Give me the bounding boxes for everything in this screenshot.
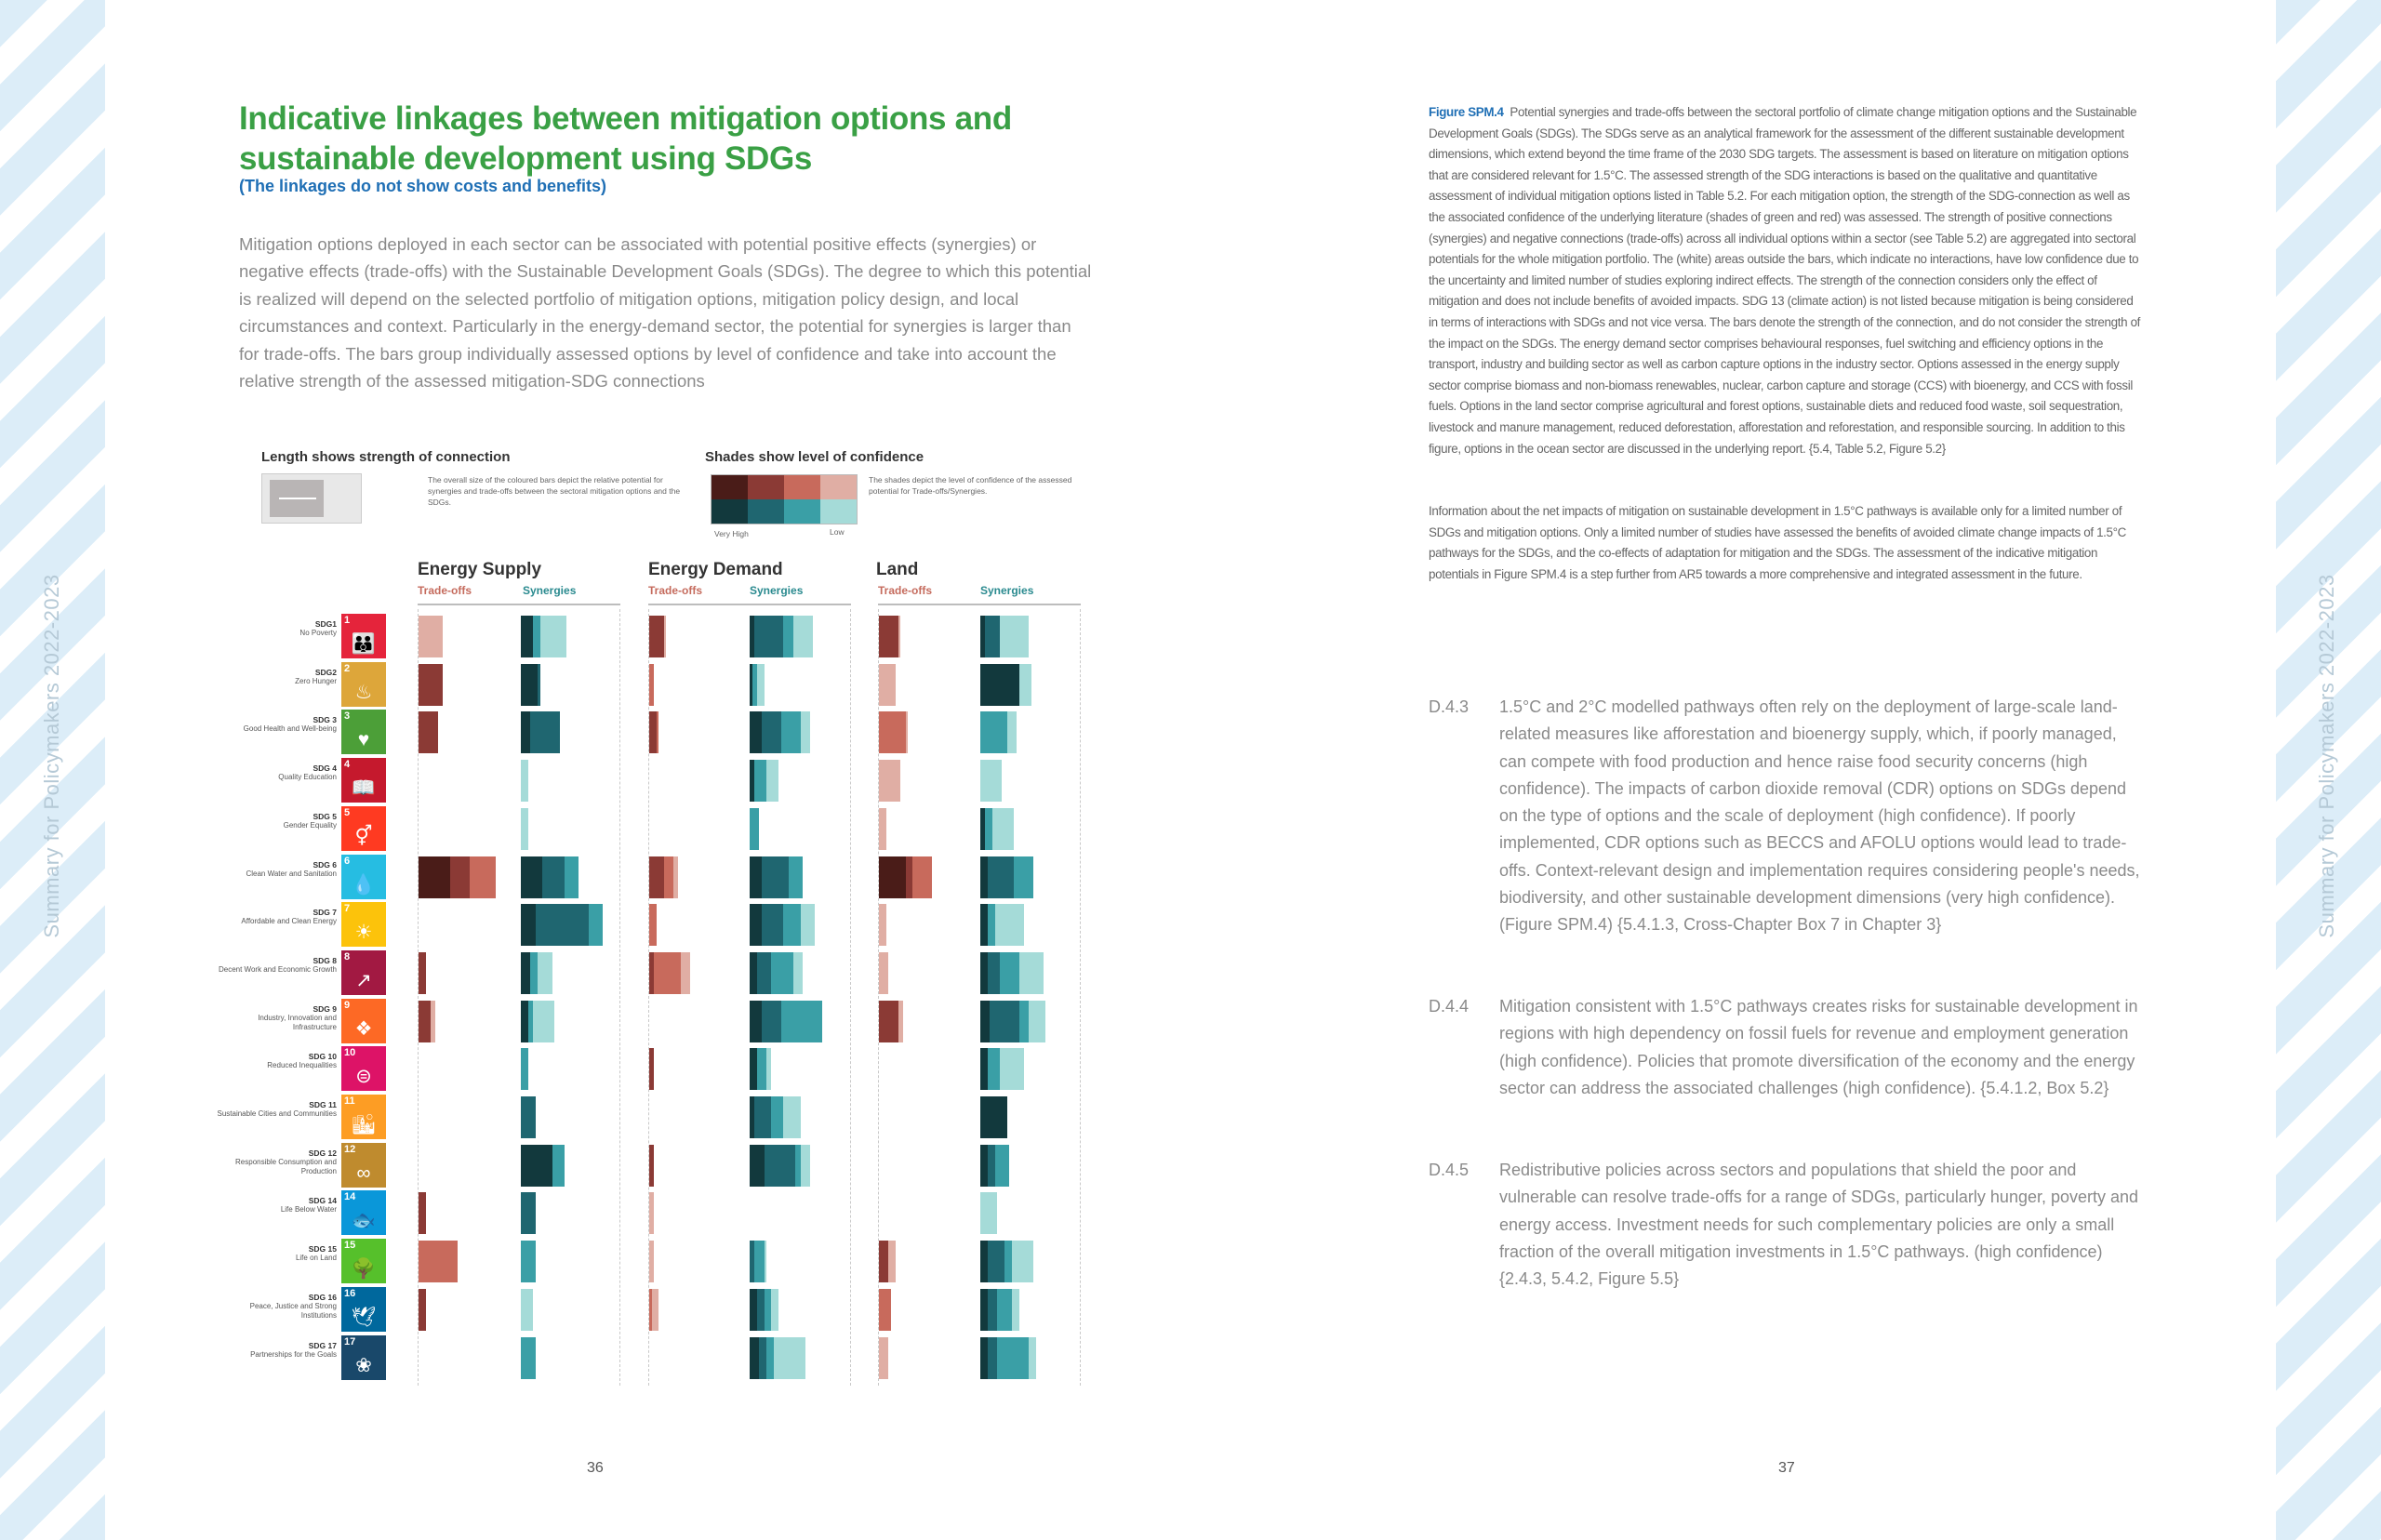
synergy-bar (1019, 952, 1044, 994)
synergy-bar (783, 904, 800, 946)
tradeoff-bar (419, 952, 426, 994)
growth-icon: 8 ↗ (341, 950, 386, 995)
tradeoff-shade-swatch (820, 475, 857, 499)
synergy-bar (750, 904, 762, 946)
synergy-bar (766, 1337, 774, 1379)
synergy-bar (801, 711, 810, 753)
synergy-bar (988, 1289, 997, 1331)
synergy-bar (530, 952, 538, 994)
divider-line-2 (850, 609, 851, 1386)
synergies-label-land: Synergies (980, 584, 1034, 597)
synergy-bar (988, 856, 1015, 898)
synergy-bar (536, 904, 589, 946)
tradeoff-bar (649, 1241, 654, 1282)
sdg-label: SDG 9 Industry, Innovation and Infrastructure (258, 1003, 337, 1031)
sdg-label: SDG 10 Reduced Inequalities (267, 1052, 337, 1070)
synergy-bar (757, 1289, 765, 1331)
synergy-bar (765, 1241, 767, 1282)
synergy-bar (766, 760, 778, 802)
synergy-bar (538, 952, 552, 994)
city-icon: 11 🏙 (341, 1095, 386, 1139)
paragraph-d44 (1429, 993, 2145, 1102)
tradeoff-bar (649, 856, 664, 898)
synergy-bar (985, 808, 992, 850)
sdg-label: SDG 14 Life Below Water (280, 1196, 337, 1215)
sdg-label: SDG 7 Affordable and Clean Energy (241, 908, 337, 926)
sdg-label: SDG2 Zero Hunger (295, 667, 337, 685)
tree-icon: 15 🌳 (341, 1239, 386, 1283)
synergy-bar (988, 1241, 1004, 1282)
paragraph-id: D.4.4 (1429, 997, 1470, 1016)
tradeoff-bar (879, 760, 900, 802)
sdg-label: SDG 3 Good Health and Well-being (243, 715, 337, 734)
figure-caption (1429, 102, 2143, 459)
synergy-bar (992, 808, 1014, 850)
tradeoffs-label-energy-supply: Trade-offs (418, 584, 472, 597)
paragraph-d45 (1429, 1157, 2145, 1293)
tradeoff-bar (879, 904, 886, 946)
synergy-bar (1029, 1337, 1036, 1379)
paragraph-d43 (1429, 694, 2145, 939)
tradeoff-shade-swatch (748, 475, 784, 499)
synergy-bar (783, 1096, 800, 1138)
legend-shade-swatches (711, 474, 858, 524)
tradeoff-bar (664, 856, 673, 898)
synergy-bar (750, 952, 757, 994)
flower-icon: 17 ❀ (341, 1335, 386, 1380)
legend-shade-low: Low (830, 527, 845, 537)
tradeoffs-label-land: Trade-offs (878, 584, 933, 597)
tradeoff-bar (431, 1001, 435, 1042)
synergy-bar (521, 808, 528, 850)
synergy-bar (552, 1145, 565, 1187)
synergy-bar (538, 664, 540, 706)
synergy-bar (1000, 1048, 1024, 1090)
synergy-bar (750, 808, 759, 850)
sector-title-land: Land (876, 560, 919, 579)
synergy-bar (542, 856, 564, 898)
infinity-icon: 12 ∞ (341, 1143, 386, 1188)
synergy-bar (1019, 664, 1031, 706)
synergy-bar (521, 1289, 533, 1331)
tradeoff-bar (419, 1241, 458, 1282)
synergy-bar (750, 1145, 765, 1187)
page-title: Indicative linkages between mitigation options and sustainable development using SDGs (239, 100, 1012, 177)
sector-title-energy-demand: Energy Demand (648, 560, 783, 579)
tradeoff-bar (879, 616, 898, 657)
synergy-bar (759, 1337, 766, 1379)
bowl-icon: 2 ♨ (341, 662, 386, 707)
legend-shade-title: Shades show level of confidence (705, 449, 924, 465)
page-number-right: 37 (1778, 1460, 1795, 1476)
synergy-bar (754, 1096, 771, 1138)
synergy-bar (988, 1048, 1000, 1090)
gender-icon: 5 ⚥ (341, 806, 386, 851)
synergies-label-energy-demand: Synergies (750, 584, 804, 597)
synergy-bar (980, 1145, 988, 1187)
tradeoff-bar (649, 711, 657, 753)
synergy-bar (521, 1241, 536, 1282)
synergy-bar (789, 856, 804, 898)
synergy-bar (997, 1337, 1029, 1379)
tradeoff-bar (879, 1289, 891, 1331)
synergy-bar (521, 1001, 528, 1042)
synergy-bar (750, 856, 762, 898)
synergy-bar (781, 1001, 822, 1042)
synergy-bar (980, 1289, 988, 1331)
synergy-bar (757, 952, 772, 994)
synergy-bar (1029, 1001, 1045, 1042)
tradeoff-shade-swatch (784, 475, 820, 499)
tradeoff-bar (649, 1145, 654, 1187)
water-icon: 6 💧 (341, 855, 386, 899)
tradeoff-bar (673, 856, 678, 898)
tradeoff-bar (879, 1337, 888, 1379)
synergy-bar (793, 616, 813, 657)
tradeoff-bar (879, 1001, 898, 1042)
synergy-shade-swatch (820, 499, 857, 524)
tradeoff-bar (888, 1241, 896, 1282)
synergy-bar (793, 952, 803, 994)
tradeoff-bar (419, 711, 438, 753)
tradeoff-bar (649, 1192, 654, 1234)
page-number-left: 36 (587, 1460, 604, 1476)
tradeoff-bar (654, 952, 681, 994)
sdg-label: SDG 5 Gender Equality (283, 811, 337, 830)
tradeoff-bar (906, 711, 909, 753)
synergy-bar (1012, 1241, 1033, 1282)
synergy-bar (762, 904, 783, 946)
synergy-bar (980, 1241, 988, 1282)
synergy-shade-swatch (748, 499, 784, 524)
synergy-bar (762, 1001, 781, 1042)
tradeoff-bar (879, 1241, 888, 1282)
page-subtitle: (The linkages do not show costs and benefits) (239, 177, 607, 195)
sdg-label: SDG 17 Partnerships for the Goals (250, 1340, 337, 1359)
intro-paragraph: Mitigation options deployed in each sector can be associated with potential positive effects (synergies) or negative effects (trade-offs) with the Sustainable Development Goals (SDGs). The degree to which this potential is realized will depend on the selected portfolio of mitigation options, mitigation policy design, and local circumstances and context. Particularly in the energy-demand sector, the potential for synergies is larger than for trade-offs. The bars group individually assessed options by level of confidence and take into account the relative strength of the assessed mitigation-SDG connections (239, 234, 1092, 392)
synergy-bar (771, 952, 792, 994)
synergy-shade-swatch (712, 499, 748, 524)
synergy-bar (980, 1192, 997, 1234)
synergy-bar (1000, 952, 1019, 994)
synergy-bar (521, 856, 542, 898)
tradeoff-bar (879, 808, 886, 850)
synergy-bar (1012, 1289, 1019, 1331)
legend-shade-high: Very High (714, 529, 749, 538)
synergy-bar (801, 1145, 810, 1187)
tradeoff-bar (879, 664, 896, 706)
synergy-bar (757, 1048, 766, 1090)
synergy-bar (988, 952, 1000, 994)
synergy-bar (995, 1145, 1010, 1187)
synergy-bar (754, 616, 783, 657)
synergy-bar (521, 904, 536, 946)
paragraph-text: 1.5°C and 2°C modelled pathways often rely on the deployment of large-scale land-related measures like afforestation and bioenergy supply, which, if poorly managed, can compete with food production and hence raise food security concerns (high confidence). The impacts of carbon dioxide removal (CDR) options on SDGs depend on the type of options and the scale of deployment (high confidence). If poorly implemented, CDR options such as BECCS and AFOLU options would lead to trade-offs. Context-relevant design and implementation requires considering people's needs, biodiversity, and other sustainable development dimensions (very high confidence). (Figure SPM.4) {5.4.1.3, Cross-Chapter Box 7 in Chapter 3} (1499, 697, 2140, 935)
synergy-bar (521, 711, 530, 753)
sdg-label: SDG 15 Life on Land (295, 1244, 337, 1263)
synergy-bar (980, 1337, 988, 1379)
tradeoff-bar (898, 616, 901, 657)
sdg-label: SDG 12 Responsible Consumption and Production (235, 1148, 337, 1175)
synergies-label-energy-supply: Synergies (523, 584, 577, 597)
synergy-bar (540, 616, 567, 657)
synergy-bar (1014, 856, 1033, 898)
legend-shade-note: The shades depict the level of confidence of the assessed potential for Trade-offs/Synergies. (869, 475, 1072, 496)
synergy-bar (783, 616, 792, 657)
spine-label-right: Summary for Policymakers 2022-2023 (2315, 574, 2338, 938)
synergy-bar (988, 904, 995, 946)
synergy-bar (589, 904, 604, 946)
synergy-bar (997, 1289, 1012, 1331)
synergy-shade-swatch (784, 499, 820, 524)
tradeoff-bar (649, 664, 654, 706)
synergy-bar (988, 1145, 995, 1187)
tradeoff-bar (652, 1289, 659, 1331)
tradeoff-bar (419, 1001, 431, 1042)
divider-line-3 (1080, 609, 1081, 1386)
synergy-bar (530, 711, 559, 753)
sector-title-energy-supply: Energy Supply (418, 560, 542, 579)
synergy-bar (980, 664, 1019, 706)
tradeoff-bar (649, 904, 657, 946)
paragraph-text: Mitigation consistent with 1.5°C pathways creates risks for sustainable development in regions with high dependency on fossil fuels for revenue and employment generation (high confidence). Policies that promote diversification of the economy and the energy sector can address the associated challenges (high confidence). {5.4.1.2, Box 5.2} (1499, 997, 2138, 1097)
synergy-bar (750, 1289, 757, 1331)
synergy-bar (1004, 1241, 1012, 1282)
tradeoff-bar (664, 616, 667, 657)
tradeoff-bar (681, 952, 690, 994)
paragraph-id: D.4.5 (1429, 1161, 1470, 1179)
tradeoff-bar (419, 1192, 426, 1234)
book-icon: 4 📖 (341, 758, 386, 803)
people-icon: 1 👪 (341, 614, 386, 658)
tradeoffs-label-energy-demand: Trade-offs (648, 584, 703, 597)
tradeoff-bar (450, 856, 470, 898)
tradeoff-bar (419, 664, 443, 706)
tradeoff-bar (470, 856, 497, 898)
header-rule-land (878, 604, 1081, 605)
tradeoff-bar (419, 856, 450, 898)
sdg-label: SDG 11 Sustainable Cities and Communities (217, 1100, 337, 1118)
synergy-bar (521, 1145, 552, 1187)
tradeoff-bar (879, 856, 906, 898)
synergy-bar (750, 711, 762, 753)
figure-caption-label: Figure SPM.4 (1429, 105, 1504, 119)
legend-length-swatch (261, 473, 362, 524)
synergy-bar (565, 856, 579, 898)
synergy-bar (980, 760, 1002, 802)
spine-label-left: Summary for Policymakers 2022-2023 (40, 574, 63, 938)
legend-length-title: Length shows strength of connection (261, 449, 511, 465)
synergy-bar (521, 1096, 536, 1138)
synergy-bar (521, 1192, 536, 1234)
synergy-bar (765, 1145, 796, 1187)
synergy-bar (521, 1337, 536, 1379)
synergy-bar (995, 904, 1024, 946)
tradeoff-bar (906, 856, 913, 898)
dove-icon: 16 🕊 (341, 1287, 386, 1332)
synergy-bar (980, 952, 988, 994)
synergy-bar (990, 1001, 1018, 1042)
figure-caption-text: Potential synergies and trade-offs between the sectoral portfolio of climate change mitigation options and the Sustainable Development Goals (SDGs). The SDGs serve as an analytical framework for the assessment of the different sustainable development dimensions, which extend beyond the time frame of the 2030 SDG targets. The assessment is based on literature on mitigation options that are considered relevant for 1.5°C. The assessed strength of the SDG interactions is based on the qualitative and quantitative assessment of individual mitigation options listed in Table 5.2. For each mitigation option, the strength of the SDG-connection as well as the associated confidence of the underlying literature (shades of green and red) was assessed. The strength of positive connections (synergies) and negative connections (trade-offs) across all individual options within a sector (see Table 5.2) are aggregated into sectoral potentials for the whole mitigation portfolio. The (white) areas outside the bars, which indicate no interactions, have low confidence due to the uncertainty and limited number of studies exploring indirect effects. The strength of the connection considers only the effect of mitigation and does not include benefits of avoided impacts. SDG 13 (climate action) is not listed because mitigation is being considered in terms of interactions with SDGs and not vice versa. The bars denote the strength of the connection, and do not consider the strength of the impact on the SDGs. The energy demand sector comprises behavioural responses, fuel switching and efficiency options in the transport, industry and building sector as well as carbon capture options in the industry sector. Options assessed in the energy supply sector comprise biomass and non-biomass renewables, nuclear, carbon capture and storage (CCS) with bioenergy, and CCS with fossil fuels. Options in the land sector comprise agricultural and forest options, sustainable diets and reduced food waste, soil sequestration, livestock and manure management, reduced deforestation, afforestation and reforestation, and responsible sourcing. In addition to this figure, options in the ocean sector are discussed in the underlying report. {5.4, Table 5.2, Figure 5.2} (1429, 105, 2141, 456)
divider-line-1 (619, 609, 620, 1386)
synergy-bar (985, 616, 1000, 657)
fish-icon: 14 🐟 (341, 1190, 386, 1235)
synergy-bar (754, 760, 766, 802)
synergy-bar (1000, 616, 1029, 657)
tradeoff-bar (657, 711, 659, 753)
legend-length-note: The overall size of the coloured bars depict the relative potential for synergies and trade-offs between the sectoral mitigation options and the SDGs. (428, 475, 681, 507)
tradeoff-bar (879, 711, 906, 753)
tradeoff-bar (649, 1048, 654, 1090)
synergy-bar (754, 1241, 764, 1282)
header-rule-energy-demand (648, 604, 851, 605)
synergy-bar (762, 856, 789, 898)
synergy-bar (766, 1048, 771, 1090)
synergy-bar (521, 664, 538, 706)
synergy-bar (765, 1289, 772, 1331)
tradeoff-bar (912, 856, 932, 898)
sun-icon: 7 ☀ (341, 902, 386, 947)
synergy-bar (980, 856, 988, 898)
sdg-label: SDG 8 Decent Work and Economic Growth (218, 955, 337, 974)
synergy-bar (1007, 711, 1017, 753)
synergy-bar (1019, 1001, 1029, 1042)
synergy-bar (521, 616, 533, 657)
synergy-bar (750, 1337, 759, 1379)
synergy-bar (762, 711, 781, 753)
synergy-bar (988, 1337, 997, 1379)
tradeoff-bar (419, 1289, 426, 1331)
paragraph-id: D.4.3 (1429, 697, 1470, 716)
tradeoff-bar (879, 952, 888, 994)
paragraph-text: Redistributive policies across sectors and populations that shield the poor and vulnerable can resolve trade-offs for a range of SDGs, particularly hunger, poverty and energy access. Investment needs for such complementary policies are only a small fraction of the overall mitigation investments in 1.5°C pathways. (high confidence) {2.4.3, 5.4.2, Figure 5.5} (1499, 1161, 2139, 1289)
synergy-bar (533, 616, 540, 657)
synergy-bar (774, 1337, 805, 1379)
synergy-bar (533, 1001, 554, 1042)
synergy-bar (980, 1096, 1007, 1138)
tradeoff-shade-swatch (712, 475, 748, 499)
cubes-icon: 9 ❖ (341, 999, 386, 1043)
sdg-label: SDG 4 Quality Education (278, 763, 337, 782)
synergy-bar (980, 711, 1007, 753)
synergy-bar (801, 904, 816, 946)
sdg-label: SDG1 No Poverty (299, 619, 337, 637)
synergy-bar (980, 1001, 990, 1042)
synergy-bar (521, 1048, 528, 1090)
synergy-bar (771, 1289, 778, 1331)
synergy-bar (750, 1048, 757, 1090)
figure-caption-note: Information about the net impacts of mitigation on sustainable development in 1.5°C pathways is available only for a limited number of SDGs and mitigation options. Only a limited number of studies have assessed the benefits of avoided climate change impacts of 1.5°C pathways for the SDGs, and the co-effects of adaptation for mitigation and the SDGs. The assessment of the indicative mitigation potentials in Figure SPM.4 is a step further from AR5 towards a more comprehensive and integrated assessment in the future. (1429, 504, 2126, 581)
tradeoff-bar (898, 1001, 903, 1042)
sdg-label: SDG 6 Clean Water and Sanitation (246, 859, 337, 878)
tradeoff-bar (419, 616, 443, 657)
heartbeat-icon: 3 ♥ (341, 710, 386, 754)
synergy-bar (980, 904, 988, 946)
synergy-bar (980, 1048, 988, 1090)
synergy-bar (771, 1096, 783, 1138)
tradeoff-bar (649, 616, 664, 657)
sdg-label: SDG 16 Peace, Justice and Strong Institutions (249, 1292, 337, 1320)
synergy-bar (781, 711, 801, 753)
synergy-bar (750, 1001, 762, 1042)
synergy-bar (521, 952, 530, 994)
synergy-bar (521, 760, 528, 802)
equality-icon: 10 ⊜ (341, 1046, 386, 1091)
header-rule-energy-supply (418, 604, 620, 605)
synergy-bar (757, 664, 765, 706)
